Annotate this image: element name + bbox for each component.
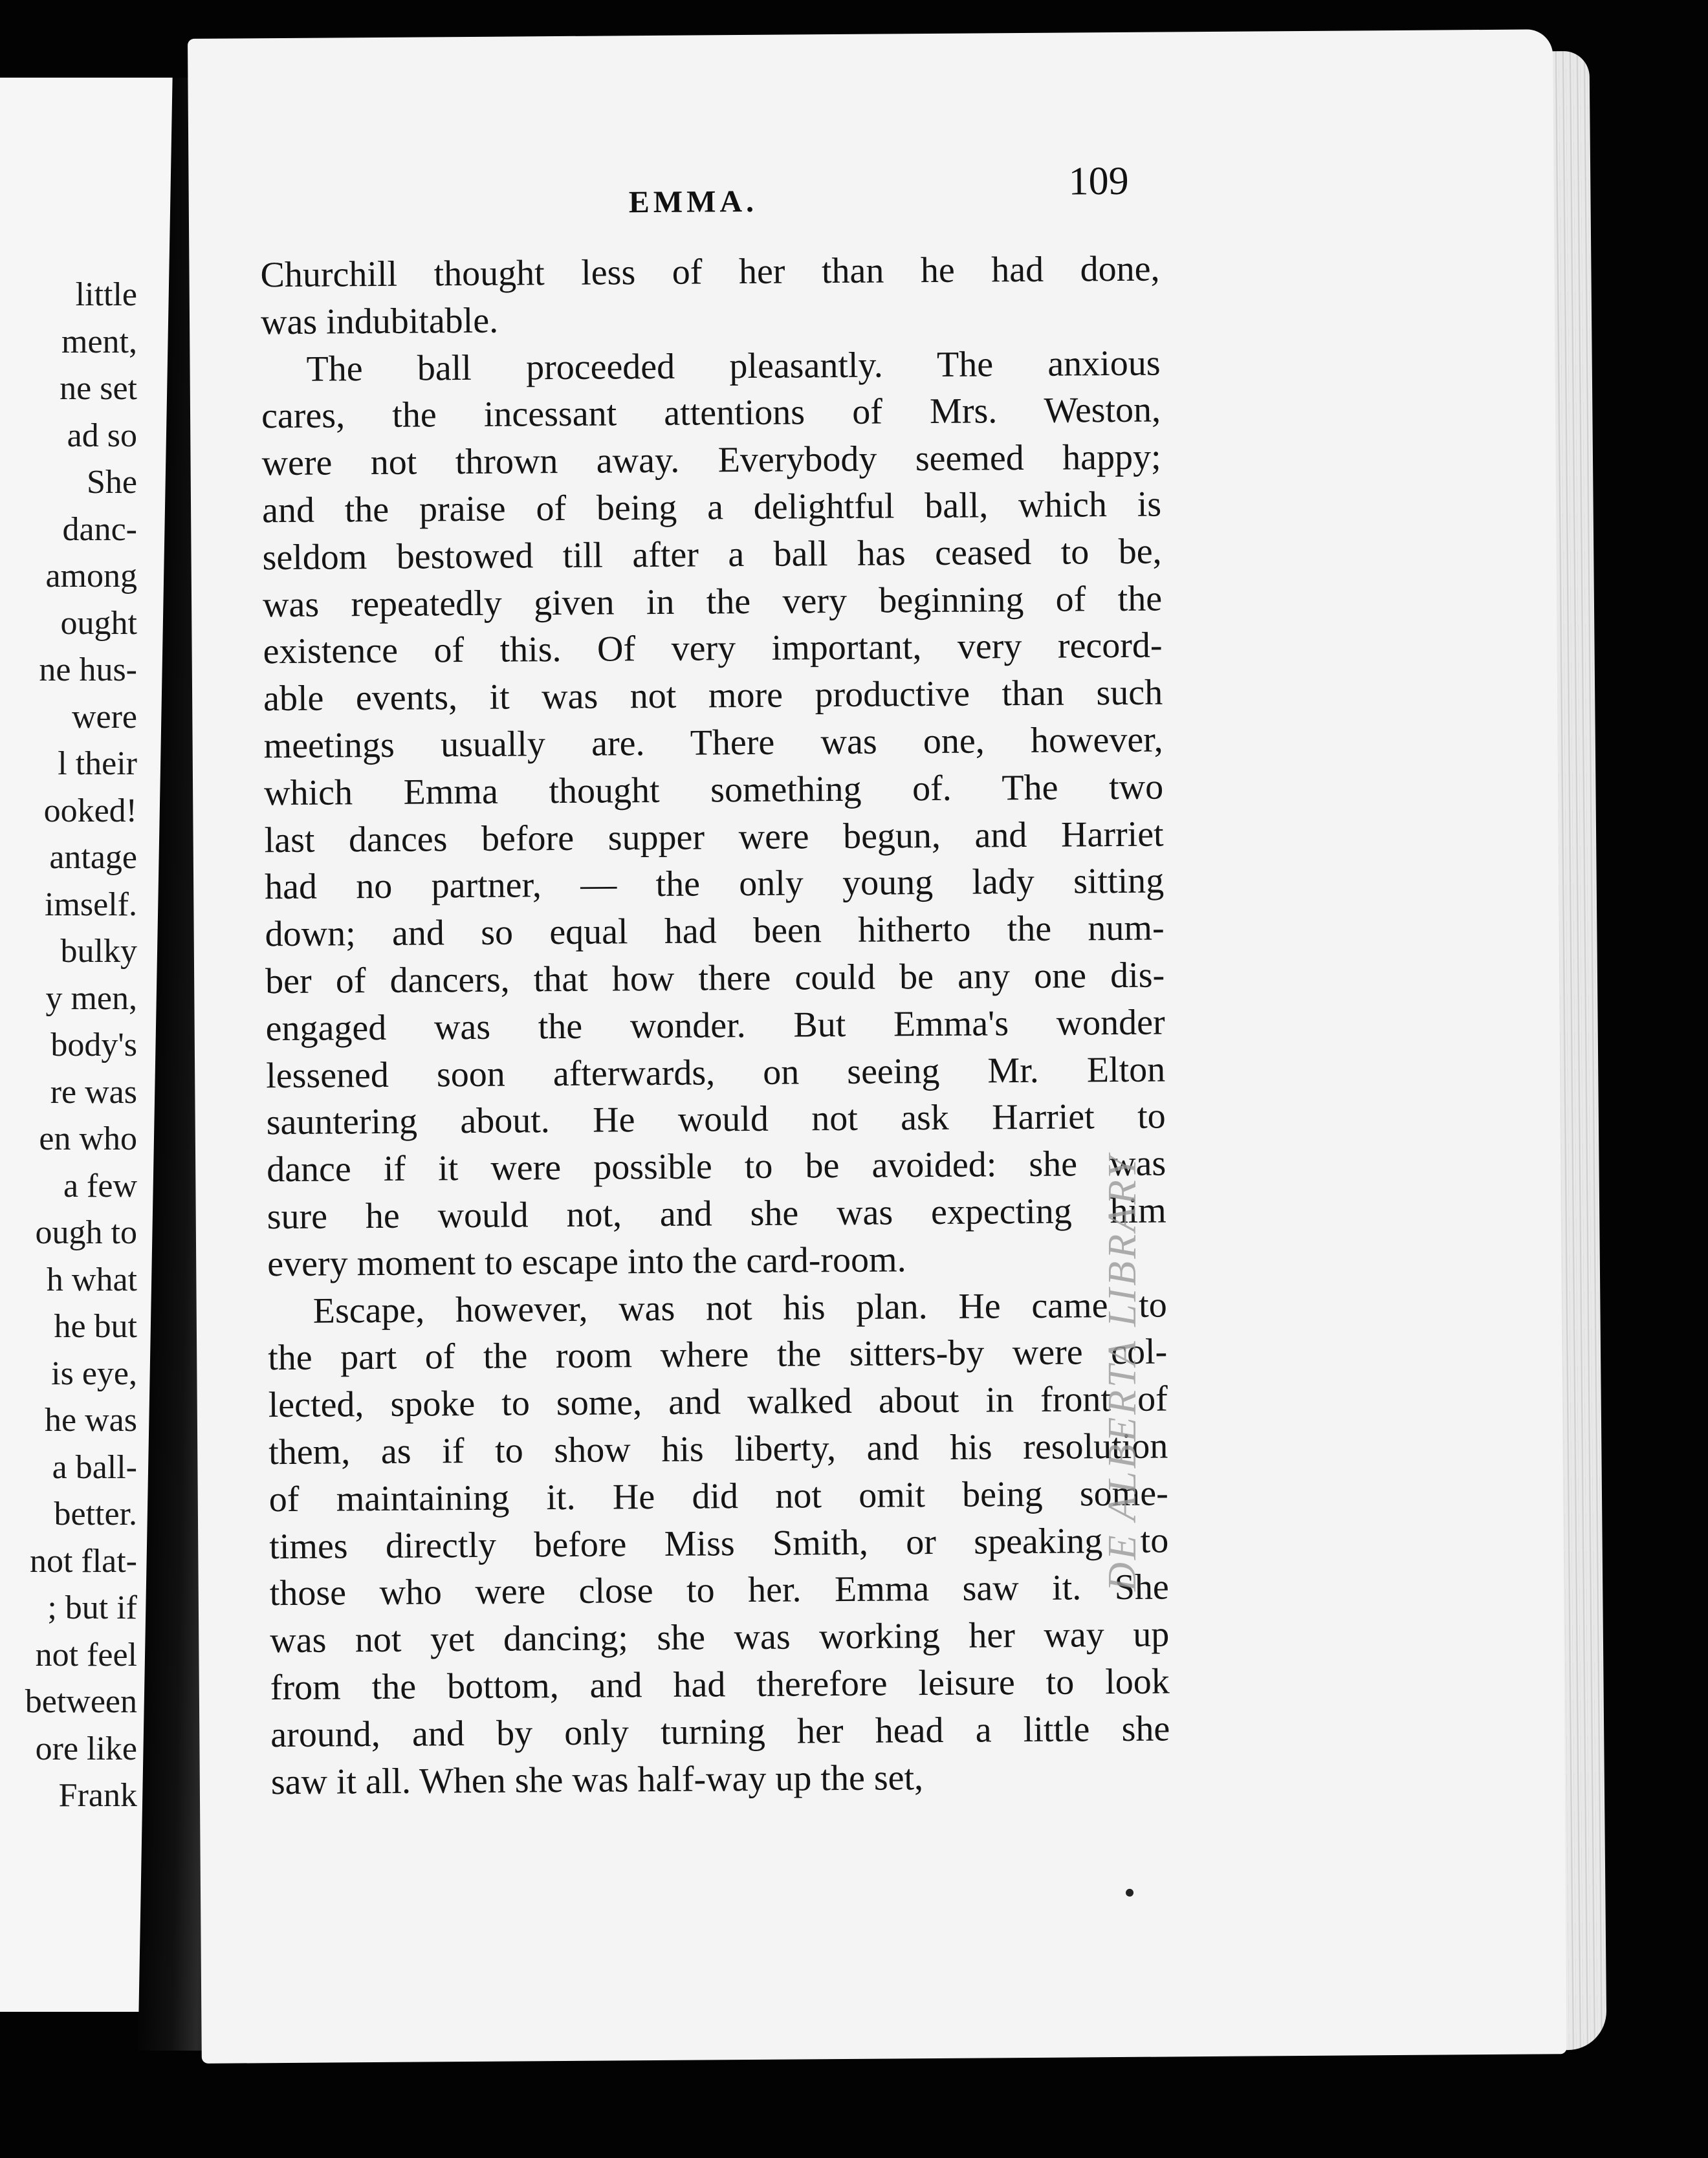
left-page-line: h what [46,1261,137,1298]
text-line: saw it all. When she was half-way up the set, [270,1757,924,1802]
text-line: seldom bestowed till after a ball has ceased to be, [262,531,1162,578]
left-page-line: ough to [35,1214,137,1251]
left-page-line: a ball- [52,1448,137,1486]
text-line: around, and by only turning her head a little she [270,1708,1170,1755]
text-line: and the praise of being a delightful ball, which is [261,484,1162,531]
left-page-line: ne hus- [39,651,137,688]
text-line: those who were close to her. Emma saw it. She [269,1567,1169,1614]
text-line: Churchill thought less of her than he had done, [260,248,1160,296]
text-line: sure he would not, and she was expecting him [267,1190,1166,1237]
text-line: meetings usually are. There was one, however, [263,719,1163,767]
text-line: times directly before Miss Smith, or speaking to [269,1520,1169,1567]
text-line: which Emma thought something of. The two [263,767,1164,813]
left-page-line: ooked! [43,792,137,829]
left-page-line: he was [45,1402,137,1439]
text-line: were not thrown away. Everybody seemed happy; [261,437,1161,484]
library-stamp [1100,970,1165,1591]
left-page-line: little [75,276,137,313]
text-line: sauntering about. He would not ask Harriet to [266,1096,1166,1143]
left-page-line: is eye, [51,1355,137,1392]
text-line: down; and so equal had been hitherto the num- [265,908,1165,955]
left-page-line: were [71,698,137,736]
left-page-line: ne set [60,370,137,407]
left-page-line: ment, [61,323,137,360]
left-page-line: re was [50,1073,137,1111]
left-page-text [25,272,137,1820]
left-page-line: he but [54,1308,137,1345]
left-page-line: en who [39,1120,137,1157]
text-line: them, as if to show his liberty, and his resolution [268,1426,1168,1473]
left-page-line: bulky [60,933,137,970]
right-page [188,29,1567,2064]
text-line: lessened soon afterwards, on seeing Mr. Elton [265,1049,1166,1096]
left-page-line: better. [54,1496,137,1532]
text-line: engaged was the wonder. But Emma's wonder [265,1002,1165,1049]
left-page-line: y men, [45,979,137,1017]
text-line: had no partner, — the only young lady sitting [264,860,1165,908]
left-page-line: antage [49,839,137,876]
text-line: was indubitable. [260,300,499,343]
text-line: of maintaining it. He did not omit being some- [268,1473,1168,1520]
left-page-line: ; but if [47,1589,137,1626]
text-line: existence of this. Of very important, very record- [263,625,1163,672]
left-page-line: ore like [35,1730,137,1767]
text-line: the part of the room where the sitters-by were col- [268,1331,1168,1379]
text-line: ber of dancers, that how there could be any one dis- [265,955,1165,1002]
text-line: dance if it were possible to be avoided: she was [266,1143,1166,1190]
left-page-line: not feel [35,1636,137,1673]
text-line: cares, the incessant attentions of Mrs. Weston, [261,389,1161,437]
body-text [260,246,1170,1806]
running-head: EMMA. [628,184,758,220]
left-page-line: ought [60,604,137,642]
left-page-line: among [45,558,137,594]
left-page-line: danc- [62,510,137,548]
text-line: The ball proceeded pleasantly. The anxious [306,343,1161,389]
left-page-line: a few [63,1167,137,1204]
page-number: 109 [1068,158,1129,204]
library-stamp-text: DE ALBERTA LIBRARY [1100,1153,1144,1591]
text-line: from the bottom, and had therefore leisure to look [270,1661,1170,1708]
text-line: was repeatedly given in the very beginning of the [262,578,1163,625]
left-page-line: l their [58,745,137,782]
left-page-line: She [87,464,137,501]
text-line: was not yet dancing; she was working her way up [270,1614,1170,1661]
left-page-line: ad so [67,417,137,454]
text-line: able events, it was not more productive than such [263,672,1163,719]
left-page-line: between [25,1683,137,1720]
ink-dot [1126,1889,1133,1897]
text-line: every moment to escape into the card-room. [267,1239,906,1284]
left-page-line: body's [50,1027,137,1063]
left-page-line: Frank [58,1777,137,1814]
text-line: lected, spoke to some, and walked about in front of [268,1379,1168,1426]
left-page-line: imself. [45,886,137,923]
left-page-line: not flat- [29,1542,137,1580]
text-line: last dances before supper were begun, and Harriet [264,814,1164,860]
text-line: Escape, however, was not his plan. He came to [312,1285,1167,1331]
